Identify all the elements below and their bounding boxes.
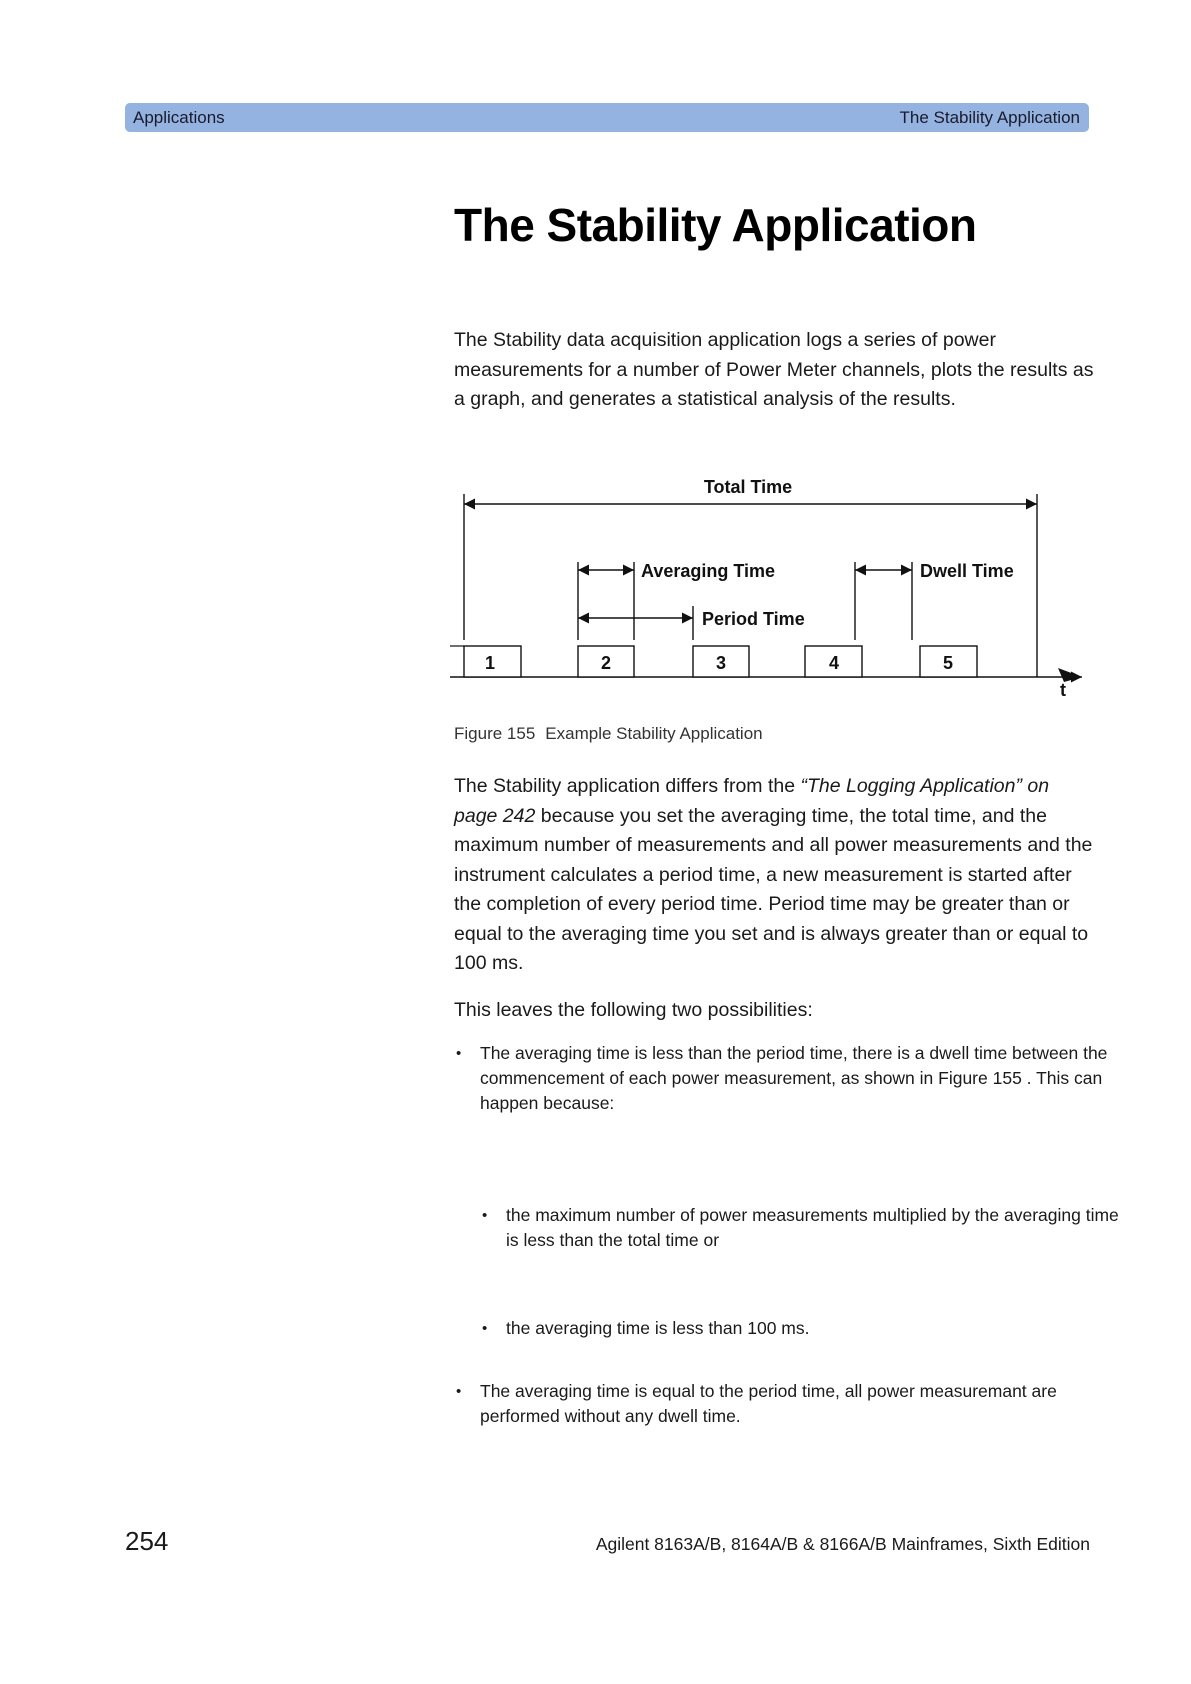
bullet-dot: • [482,1207,488,1224]
sub-bullet-item [480,1203,1120,1253]
sub-bullet-item [480,1316,1120,1341]
comparison-paragraph [454,772,1094,979]
footer-doc-title: Agilent 8163A/B, 8164A/B & 8166A/B Mainframes, Sixth Edition [595,1534,1090,1554]
comparison-text-start: The Stability application differs from the [454,775,801,797]
header-section: Applications [133,107,225,127]
figure-caption [454,724,763,744]
time-axis-label: t [1060,680,1066,700]
stability-timing-diagram [450,470,1090,700]
bullet-dot: • [456,1045,462,1062]
intro-paragraph: The Stability data acquisition application logs a series of power measurements for a number of Power Meter channels, plots the results as a graph, and generates a statistical analysis of the results. [454,329,1094,410]
logging-application-reference: “The Logging Application” on page 242 [454,775,1050,827]
period-time-label: Period Time [702,609,805,629]
measurement-label-4: 4 [828,653,840,673]
measurement-label-3: 3 [715,653,727,673]
measurement-label-2: 2 [600,653,612,673]
averaging-time-label: Averaging Time [641,561,776,581]
total-time-label: Total Time [703,477,793,497]
figure-caption-text: Example Stability Application [545,724,763,743]
running-header [125,103,1089,132]
bullet-text: the averaging time is less than 100 ms. [506,1318,810,1338]
comparison-text-end: because you set the averaging time, the total time, and the maximum number of measurements and all power measurements and the instrument calculates a period time, a new measurement is started after the completion of every period time. Period time may be greater than or equal to the averaging time you set and is always greater than or equal to 100 ms. [454,804,1093,974]
bullet-item [454,1041,1120,1116]
measurement-label-5: 5 [942,653,954,673]
page-title: The Stability Application [454,199,977,251]
bullet-dot: • [482,1320,488,1337]
bullet-dot: • [456,1383,462,1400]
dwell-time-label: Dwell Time [920,561,1014,581]
page-number: 254 [125,1526,169,1556]
bullet-item [454,1379,1120,1429]
possibilities-intro: This leaves the following two possibilities: [454,999,813,1021]
header-chapter: The Stability Application [899,107,1080,127]
bullet-text: the maximum number of power measurements multiplied by the averaging time is less than the total time or [506,1205,1119,1250]
bullet-text: The averaging time is less than the period time, there is a dwell time between the commencement of each power measurement, as shown in Figure 155 . This can happen because: [480,1043,1108,1113]
bullet-text: The averaging time is equal to the period time, all power measuremant are performed without any dwell time. [480,1381,1057,1426]
measurement-label-1: 1 [484,653,496,673]
figure-number: Figure 155 [454,724,536,743]
